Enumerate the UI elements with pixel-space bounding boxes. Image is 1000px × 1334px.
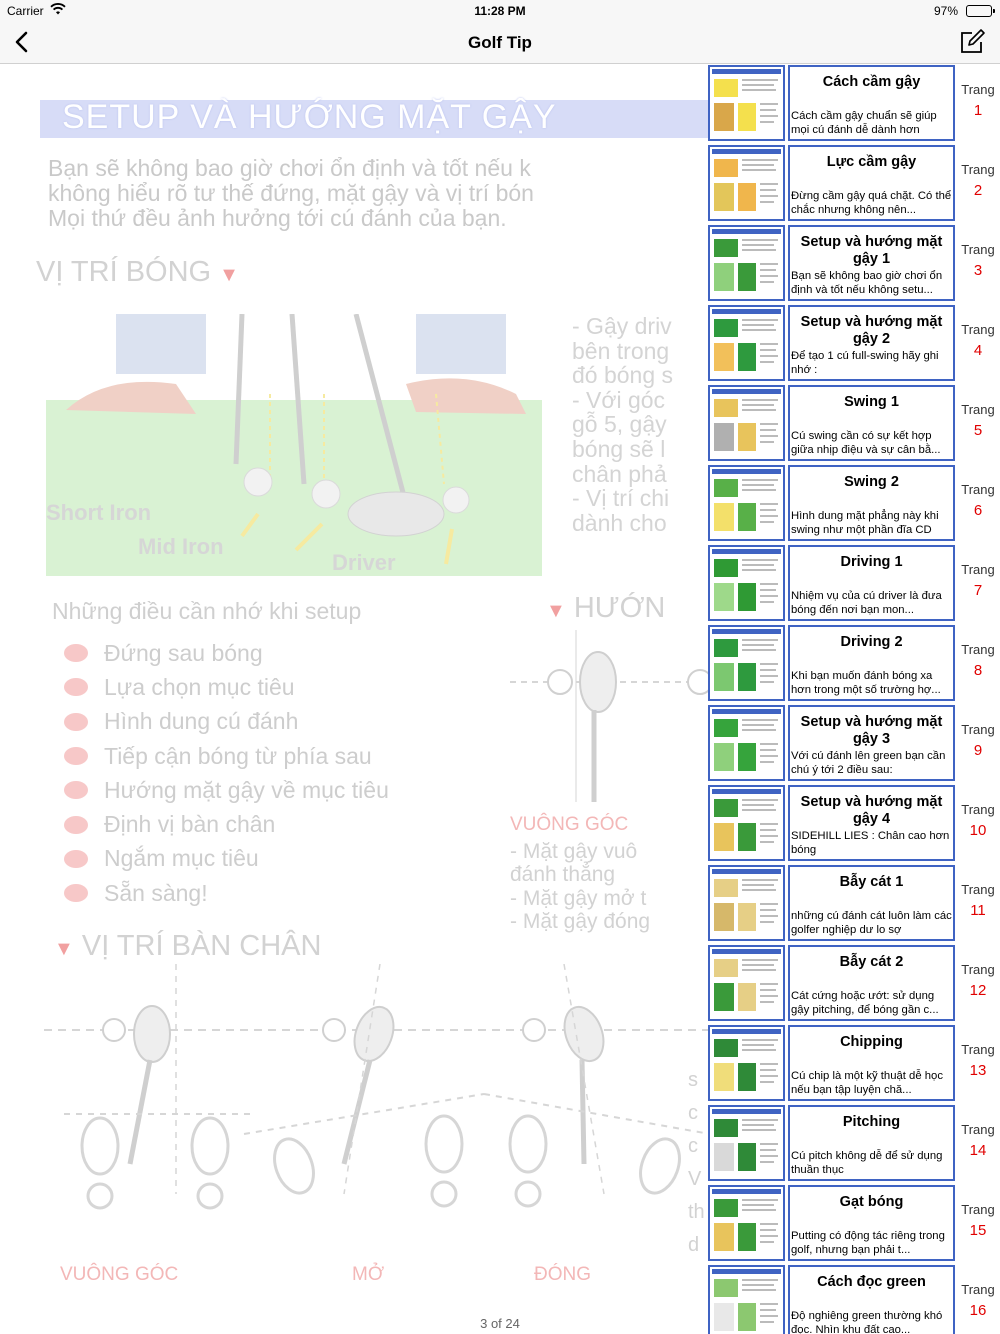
club-face-illustration: [510, 626, 710, 812]
note-line: - Mặt gậy vuô: [510, 840, 638, 863]
page-label: Trang: [961, 722, 995, 737]
tip-info[interactable]: [788, 705, 955, 781]
list-item[interactable]: [706, 304, 1000, 384]
page-number: 12: [969, 982, 987, 999]
note-line: chân phả: [572, 460, 667, 487]
list-item: Đứng sau bóng: [64, 636, 389, 670]
tip-thumbnail[interactable]: [708, 225, 785, 301]
page-label: Trang: [961, 802, 995, 817]
tip-description: Putting có động tác riêng trong golf, nhưng bạn phải t...: [791, 1230, 945, 1256]
page-number: 11: [970, 902, 986, 919]
page-number: 14: [969, 1142, 987, 1159]
tip-title: Bẫy cát 1: [839, 874, 904, 890]
edit-button[interactable]: [958, 28, 986, 56]
tip-page: [956, 162, 1000, 199]
bullet-icon: [64, 644, 88, 662]
triangle-down-icon: ▼: [546, 600, 566, 622]
tip-info[interactable]: [788, 225, 955, 301]
note-line: - Với góc: [572, 386, 666, 413]
page-label: Trang: [961, 82, 995, 97]
page-number: 3: [973, 262, 983, 279]
tip-description: Cách cầm gậy chuẩn sẽ giúp mọi cú đánh dễ dành hơn: [791, 110, 937, 136]
tip-description: Cú pitch không dễ để sử dụng thuần thục: [791, 1150, 943, 1176]
page-label: Trang: [961, 482, 995, 497]
feet-label-square: VUÔNG GÓC: [60, 1264, 179, 1285]
list-item[interactable]: [706, 1024, 1000, 1104]
tip-page: [956, 482, 1000, 519]
tip-title: Driving 1: [840, 554, 903, 570]
list-item[interactable]: [706, 1264, 1000, 1334]
list-item[interactable]: [706, 1184, 1000, 1264]
list-item[interactable]: [706, 1104, 1000, 1184]
tip-page: [956, 802, 1000, 839]
feet-label-open: MỞ: [352, 1264, 385, 1285]
tip-info[interactable]: [788, 1025, 955, 1101]
tip-description: Đừng cầm gậy quá chặt. Có thể chắc nhưng không nên...: [791, 190, 952, 216]
page-number: 6: [973, 502, 983, 519]
tip-description: SIDEHILL LIES : Chân cao hơn bóng: [791, 830, 950, 856]
direction-section-title: [546, 592, 665, 625]
tip-description: những cú đánh cát luôn làm các golfer nghiệp dư lo sợ: [791, 910, 952, 936]
list-item: Hướng mặt gậy về mục tiêu: [64, 773, 389, 807]
page-label: Trang: [961, 162, 995, 177]
battery-percentage: 97%: [933, 4, 958, 18]
tip-thumbnail[interactable]: [708, 1185, 785, 1261]
list-item: Tiếp cận bóng từ phía sau: [64, 739, 389, 773]
tip-page: [956, 82, 1000, 119]
battery-icon: [966, 5, 992, 17]
tip-info[interactable]: [788, 385, 955, 461]
reminder-title: Những điều cần nhớ khi setup: [52, 598, 362, 624]
tip-page: [956, 1202, 1000, 1239]
intro-line: Mọi thứ đều ảnh hưởng tới cú đánh của bạn.: [48, 205, 507, 231]
tip-info[interactable]: [788, 145, 955, 221]
feet-position-illustration: [44, 964, 710, 1234]
bullet-icon: [64, 713, 88, 731]
page-number: 2: [973, 182, 983, 199]
tip-info[interactable]: [788, 785, 955, 861]
note-line: - Vị trí chi: [572, 485, 670, 512]
status-bar: [0, 0, 1000, 22]
tip-thumbnail[interactable]: [708, 1265, 785, 1334]
note-line: đánh thẳng: [510, 863, 616, 887]
mid-iron-label: Mid Iron: [138, 534, 224, 559]
tip-info[interactable]: [788, 305, 955, 381]
bullet-icon: [64, 850, 88, 868]
compose-icon: [958, 28, 986, 56]
tip-page: [956, 322, 1000, 359]
tip-title: Cách cầm gậy: [822, 74, 921, 90]
page-label: Trang: [961, 1282, 995, 1297]
tip-description: Cú chip là một kỹ thuật dễ học nếu bạn tập luyện chă...: [791, 1070, 943, 1096]
driver-label: Driver: [332, 550, 396, 575]
tip-page: [956, 642, 1000, 679]
club-face-notes: [510, 840, 710, 933]
list-item[interactable]: [706, 864, 1000, 944]
bullet-icon: [64, 781, 88, 799]
tip-page: [956, 722, 1000, 759]
tip-thumbnail[interactable]: [708, 1025, 785, 1101]
tip-thumbnail[interactable]: [708, 545, 785, 621]
tip-info[interactable]: [788, 945, 955, 1021]
tip-description: Cú swing cần có sự kết hợp giữa nhịp điệu và sự cân bằ...: [791, 430, 941, 456]
tip-page: [956, 882, 1000, 919]
tip-description: Cát cứng hoặc ướt: sử dụng gậy pitching, để bóng gần c...: [791, 990, 939, 1016]
intro-line: Bạn sẽ không bao giờ chơi ổn định và tốt nếu k: [48, 155, 531, 181]
tip-page: [956, 402, 1000, 439]
tip-description: Hình dung mặt phẳng này khi swing như một phần đĩa CD: [791, 510, 939, 536]
carrier-label: Carrier: [7, 4, 44, 18]
note-line: đó bóng s: [572, 362, 674, 389]
bullet-icon: [64, 816, 88, 834]
tip-title: Bẫy cát 2: [839, 954, 904, 970]
tip-thumbnail[interactable]: [708, 945, 785, 1021]
bullet-icon: [64, 884, 88, 902]
triangle-down-icon: ▼: [54, 938, 74, 960]
note-line: - Mặt gậy mở t: [510, 886, 647, 910]
page-label: Trang: [961, 882, 995, 897]
tip-thumbnail[interactable]: [708, 465, 785, 541]
tip-page: [956, 1122, 1000, 1159]
bullet-icon: [64, 747, 88, 765]
square-face-label: VUÔNG GÓC: [510, 814, 629, 835]
tip-title: Swing 2: [844, 474, 899, 490]
ball-position-title: VỊ TRÍ BÓNG: [36, 256, 212, 288]
tip-title: Setup và hướng mặt gậy 2: [800, 314, 943, 347]
tip-description: Khi bạn muốn đánh bóng xa hơn trong một số trường hợ...: [791, 670, 941, 696]
tip-title: Cách đọc green: [817, 1274, 926, 1290]
tip-title: Setup và hướng mặt gậy 3: [800, 714, 943, 747]
tip-thumbnail[interactable]: [708, 145, 785, 221]
tip-page: [956, 242, 1000, 279]
tip-title: Setup và hướng mặt gậy 4: [800, 794, 943, 827]
tip-page: [956, 1042, 1000, 1079]
tip-thumbnail[interactable]: [708, 865, 785, 941]
tip-title: Pitching: [842, 1114, 901, 1130]
list-item: Sẵn sàng!: [64, 876, 389, 910]
feet-position-title: VỊ TRÍ BÀN CHÂN: [81, 930, 322, 962]
tip-info[interactable]: [788, 545, 955, 621]
direction-title: HƯỚN: [573, 592, 666, 624]
list-item[interactable]: [706, 224, 1000, 304]
tip-info[interactable]: [788, 465, 955, 541]
tip-info[interactable]: [788, 625, 955, 701]
page-number: 8: [973, 662, 983, 679]
tip-page: [956, 562, 1000, 599]
list-item[interactable]: [706, 384, 1000, 464]
navigation-bar: [0, 22, 1000, 64]
tip-thumbnail[interactable]: [708, 65, 785, 141]
page-label: Trang: [961, 642, 995, 657]
tip-description: Độ nghiêng green thường khó đọc. Nhìn khu đất cao...: [791, 1310, 943, 1334]
page-label: Trang: [961, 1122, 995, 1137]
list-item: Định vị bàn chân: [64, 807, 389, 841]
ball-position-notes: [572, 314, 712, 535]
page-title: Golf Tip: [468, 33, 532, 52]
tip-list[interactable]: [706, 64, 1000, 1334]
list-item: Ngắm mục tiêu: [64, 842, 389, 876]
tip-description: Để tạo 1 cú full-swing hãy ghi nhớ :: [791, 350, 939, 376]
page-label: Trang: [961, 242, 995, 257]
tip-title: Swing 1: [844, 394, 899, 410]
tip-thumbnail[interactable]: [708, 705, 785, 781]
tip-info[interactable]: [788, 1265, 955, 1334]
ball-position-section-title: [36, 256, 239, 289]
triangle-down-icon: ▼: [219, 264, 239, 286]
list-item[interactable]: [706, 624, 1000, 704]
tip-description: Với cú đánh lên green bạn cần chú ý tới 2 điều sau:: [791, 750, 946, 776]
tip-thumbnail[interactable]: [708, 785, 785, 861]
tip-info[interactable]: [788, 1185, 955, 1261]
document-heading: SETUP VÀ HƯỚNG MẶT GẬY: [62, 98, 557, 136]
reminder-list: [64, 636, 389, 910]
tip-thumbnail[interactable]: [708, 385, 785, 461]
page-indicator: 3 of 24: [480, 1316, 520, 1331]
page-number: 4: [973, 342, 983, 359]
list-item[interactable]: [706, 144, 1000, 224]
note-line: bóng sẽ l: [572, 435, 666, 462]
note-line: - Mặt gậy đóng: [510, 909, 651, 933]
intro-text: [48, 156, 748, 231]
intro-line: không hiểu rõ tư thế đứng, mặt gậy và vị trí bón: [48, 180, 534, 206]
tip-thumbnail[interactable]: [708, 625, 785, 701]
page-number: 15: [969, 1222, 987, 1239]
tip-info[interactable]: [788, 1105, 955, 1181]
page-label: Trang: [961, 1202, 995, 1217]
page-number: 13: [969, 1062, 987, 1079]
bullet-icon: [64, 678, 88, 696]
tip-title: Gạt bóng: [839, 1194, 904, 1210]
short-iron-label: Short Iron: [46, 500, 152, 525]
list-item: Hình dung cú đánh: [64, 705, 389, 739]
list-item[interactable]: [706, 944, 1000, 1024]
page-number: 9: [973, 742, 983, 759]
tip-title: Chipping: [840, 1034, 903, 1050]
feet-label-closed: ĐÓNG: [534, 1264, 591, 1285]
note-line: - Gậy driv: [572, 314, 672, 339]
page-number: 10: [969, 822, 987, 839]
page-label: Trang: [961, 1042, 995, 1057]
list-item[interactable]: [706, 64, 1000, 144]
tip-info[interactable]: [788, 65, 955, 141]
list-item[interactable]: [706, 544, 1000, 624]
tip-title: Setup và hướng mặt gậy 1: [800, 234, 943, 267]
list-item[interactable]: [706, 784, 1000, 864]
tip-info[interactable]: [788, 865, 955, 941]
note-line: dành cho: [572, 509, 667, 536]
note-line: gỗ 5, gậy: [572, 411, 667, 438]
note-line: bên trong: [572, 337, 670, 364]
club-ball-position-illustration: [46, 314, 542, 576]
feet-position-section-title: [54, 930, 321, 963]
page-label: Trang: [961, 562, 995, 577]
list-item[interactable]: [706, 704, 1000, 784]
clock: 11:28 PM: [474, 4, 526, 18]
page-label: Trang: [961, 402, 995, 417]
tip-title: Lực cầm gậy: [826, 154, 917, 170]
page-number: 5: [973, 422, 983, 439]
list-item: Lựa chọn mục tiêu: [64, 670, 389, 704]
page-label: Trang: [961, 322, 995, 337]
tip-title: Driving 2: [840, 634, 903, 650]
tip-thumbnail[interactable]: [708, 305, 785, 381]
page-label: Trang: [961, 962, 995, 977]
page-number: 16: [969, 1302, 987, 1319]
tip-page: [956, 962, 1000, 999]
tip-description: Bạn sẽ không bao giờ chơi ổn định và tốt nếu không setu...: [791, 270, 943, 296]
clipped-side-text: s c c V th d: [688, 1069, 705, 1256]
tip-thumbnail[interactable]: [708, 1105, 785, 1181]
list-item[interactable]: [706, 464, 1000, 544]
page-number: 1: [973, 102, 983, 119]
tip-description: Nhiệm vụ của cú driver là đưa bóng đến nơi bạn mon...: [791, 590, 942, 616]
page-number: 7: [973, 582, 983, 599]
tip-page: [956, 1282, 1000, 1319]
